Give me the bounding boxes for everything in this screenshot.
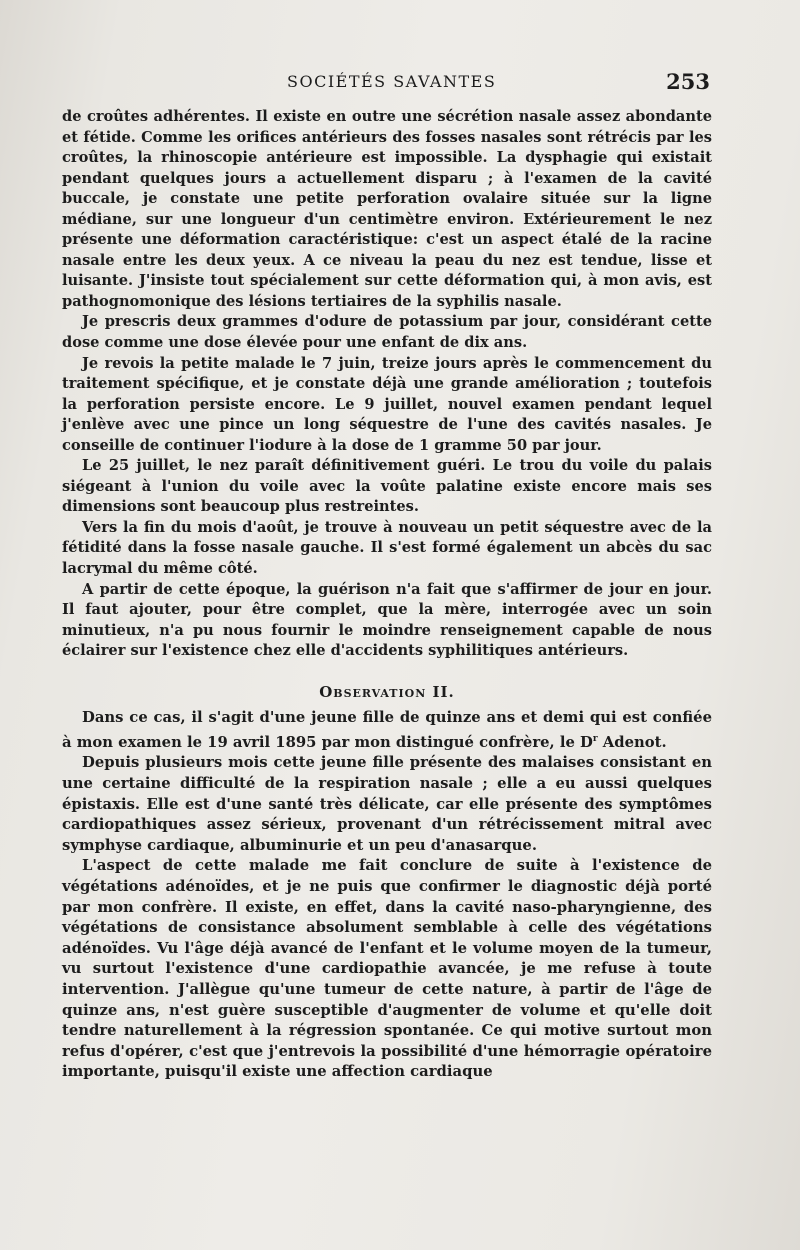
running-head: SOCIÉTÉS SAVANTES [287, 72, 497, 91]
section-heading: Observation II. [319, 682, 455, 701]
paragraph-text: Dans ce cas, il s'agit d'une jeune fille de quinze ans et demi qui est confiée à mon examen le 19 avril 1895 par mon distingué confrère, le [62, 709, 712, 751]
doctor-name: Adenot. [597, 733, 667, 751]
page-header [62, 69, 710, 96]
paragraph [62, 708, 712, 753]
paragraph: L'aspect de cette malade me fait conclure de suite à l'existence de végétations adénoïdes, et je ne puis que confirmer le diagnostic déjà porté par mon confrère. Il existe, en effet, dans la cavité naso-pharyngienne, des végétations de consistance absolument semblable à celle des végétations adénoïdes. Vu l'âge déjà avancé de l'enfant et le volume moyen de la tumeur, vu surtout l'existence d'une cardiopathie avancée, je me refuse à toute intervention. J'allègue qu'une tumeur de cette nature, à partir de l'âge de quinze ans, n'est guère susceptible d'augmenter de volume et qu'elle doit tendre naturellement à la régression spontanée. Ce qui motive surtout mon refus d'opérer, c'est que j'entrevois la possibilité d'une hémorragie opératoire importante, puisqu'il existe une affection cardiaque [62, 857, 712, 1081]
page-number: 253 [666, 69, 710, 94]
paragraph: de croûtes adhérentes. Il existe en outre une sécrétion nasale assez abondante et fétide. Comme les orifices antérieurs des fosses nasales sont rétrécis par les croûtes, la rhinoscopie antérieure est impossible. La dysphagie qui existait pendant quelques jours a actuellement disparu ; à l'examen de la cavité buccale, je constate une petite perforation ovalaire située sur la ligne médiane, sur une longueur d'un centimètre environ. Extérieurement le nez présente une déformation caractéristique: c'est un aspect étalé de la racine nasale entre les deux yeux. A ce niveau la peau du nez est tendue, lisse et luisante. J'insiste tout spécialement sur cette déformation qui, à mon avis, est pathognomonique des lésions tertiaires de la syphilis nasale. [62, 108, 712, 310]
paragraph: Je prescris deux grammes d'odure de potassium par jour, considérant cette dose comme une dose élevée pour une enfant de dix ans. [62, 313, 712, 352]
page-body [62, 107, 712, 1083]
observation-body [62, 708, 712, 1083]
paragraph: Vers la fin du mois d'août, je trouve à nouveau un petit séquestre avec de la fétidité dans la fosse nasale gauche. Il s'est formé également un abcès du sac lacrymal du même côté. [62, 518, 712, 578]
paragraph: A partir de cette époque, la guérison n'a fait que s'affirmer de jour en jour. Il faut ajouter, pour être complet, que la mère, interrogée avec un soin minutieux, n'a pu nous fournir le moindre renseignement capable de nous éclairer sur l'existence chez elle d'accidents syphilitiques antérieurs. [62, 580, 712, 660]
doctor-abbr-sup: r [592, 733, 598, 744]
doctor-title [580, 734, 667, 751]
paragraph: Depuis plusieurs mois cette jeune fille présente des malaises consistant en une certaine difficulté de la respiration nasale ; elle a eu aussi quelques épistaxis. Elle est d'une santé très délicate, car elle présente des symptômes cardiopathiques assez sérieux, provenant d'un rétrécissement mitral avec symphyse cardiaque, albuminurie et un peu d'anasarque. [62, 754, 712, 854]
paragraph: Je revois la petite malade le 7 juin, treize jours après le commencement du traitement spécifique, et je constate déjà une grande amélioration ; toutefois la perforation persiste encore. Le 9 juillet, nouvel examen pendant lequel j'enlève avec une pince un long séquestre de l'une des cavités nasales. Je conseille de continuer l'iodure à la dose de 1 gramme 50 par jour. [62, 354, 712, 454]
paragraph: Le 25 juillet, le nez paraît définitivement guéri. Le trou du voile du palais siégeant à l'union du voile avec la voûte palatine existe encore mais ses dimensions sont beaucoup plus restreintes. [62, 457, 712, 516]
doctor-abbr: D [580, 733, 593, 751]
